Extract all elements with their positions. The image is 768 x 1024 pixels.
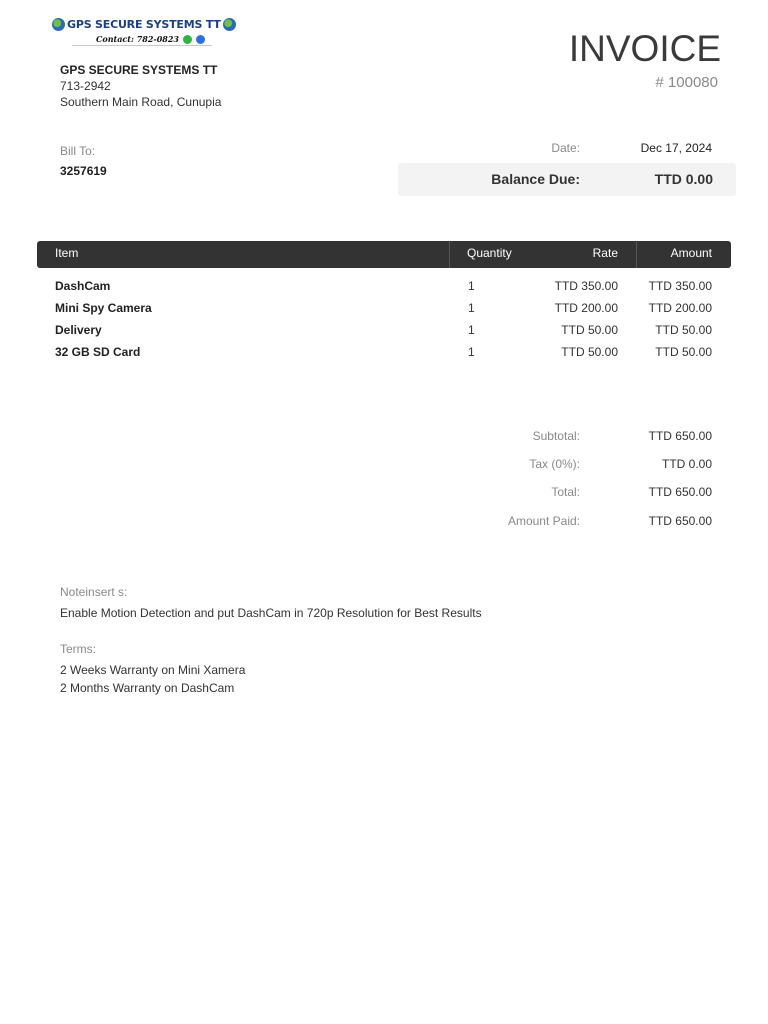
total-value: TTD 650.00 <box>648 485 712 499</box>
invoice-title: INVOICE <box>568 28 721 69</box>
header-item: Item <box>55 246 79 260</box>
company-logo <box>52 16 234 48</box>
row-item: Mini Spy Camera <box>55 301 152 315</box>
row-rate: TTD 50.00 <box>561 323 618 337</box>
table-row <box>0 301 768 321</box>
subtotal-label: Subtotal: <box>532 429 580 443</box>
tax-value: TTD 0.00 <box>661 457 712 471</box>
row-quantity: 1 <box>468 279 475 293</box>
bill-to-label: Bill To: <box>60 144 96 158</box>
company-phone: 713-2942 <box>60 79 111 93</box>
notes-text: Enable Motion Detection and put DashCam in 720p Resolution for Best Results <box>60 606 482 620</box>
logo-contact: Contact: 782-0823 <box>96 34 179 44</box>
header-divider <box>449 241 450 268</box>
items-table-header <box>37 241 731 268</box>
amount-paid-label: Amount Paid: <box>507 514 580 528</box>
row-quantity: 1 <box>468 345 475 359</box>
header-quantity: Quantity <box>467 246 512 260</box>
terms-line: 2 Months Warranty on DashCam <box>60 681 235 695</box>
row-item: Delivery <box>55 323 102 337</box>
header-rate: Rate <box>592 246 618 260</box>
date-value: Dec 17, 2024 <box>640 141 712 155</box>
row-rate: TTD 200.00 <box>554 301 618 315</box>
terms-line: 2 Weeks Warranty on Mini Xamera <box>60 663 246 677</box>
amount-paid-value: TTD 650.00 <box>648 514 712 528</box>
subtotal-value: TTD 650.00 <box>648 429 712 443</box>
row-rate: TTD 350.00 <box>554 279 618 293</box>
logo-title-row <box>52 16 234 32</box>
logo-title: GPS SECURE SYSTEMS TT <box>67 17 221 31</box>
tax-label: Tax (0%): <box>529 457 580 471</box>
row-quantity: 1 <box>468 323 475 337</box>
globe-icon <box>223 18 236 31</box>
invoice-number: # 100080 <box>655 74 718 91</box>
whatsapp-icon <box>183 35 192 44</box>
globe-icon <box>52 18 65 31</box>
logo-contact-row <box>96 33 205 45</box>
table-row <box>0 279 768 299</box>
header-divider <box>636 241 637 268</box>
row-item: DashCam <box>55 279 111 293</box>
row-amount: TTD 50.00 <box>655 323 712 337</box>
logo-underline <box>72 45 212 46</box>
table-row <box>0 323 768 343</box>
header-amount: Amount <box>670 246 712 260</box>
company-name: GPS SECURE SYSTEMS TT <box>60 63 218 77</box>
date-label: Date: <box>551 141 580 155</box>
total-label: Total: <box>551 485 580 499</box>
bill-to-value: 3257619 <box>60 164 107 178</box>
facebook-icon <box>196 35 205 44</box>
row-quantity: 1 <box>468 301 475 315</box>
row-rate: TTD 50.00 <box>561 345 618 359</box>
row-item: 32 GB SD Card <box>55 345 141 359</box>
table-row <box>0 345 768 365</box>
notes-label: Noteinsert s: <box>60 585 128 599</box>
balance-due-label: Balance Due: <box>491 171 580 187</box>
terms-label: Terms: <box>60 642 96 656</box>
row-amount: TTD 350.00 <box>648 279 712 293</box>
row-amount: TTD 200.00 <box>648 301 712 315</box>
balance-due-value: TTD 0.00 <box>654 171 713 187</box>
row-amount: TTD 50.00 <box>655 345 712 359</box>
company-address: Southern Main Road, Cunupia <box>60 95 222 109</box>
